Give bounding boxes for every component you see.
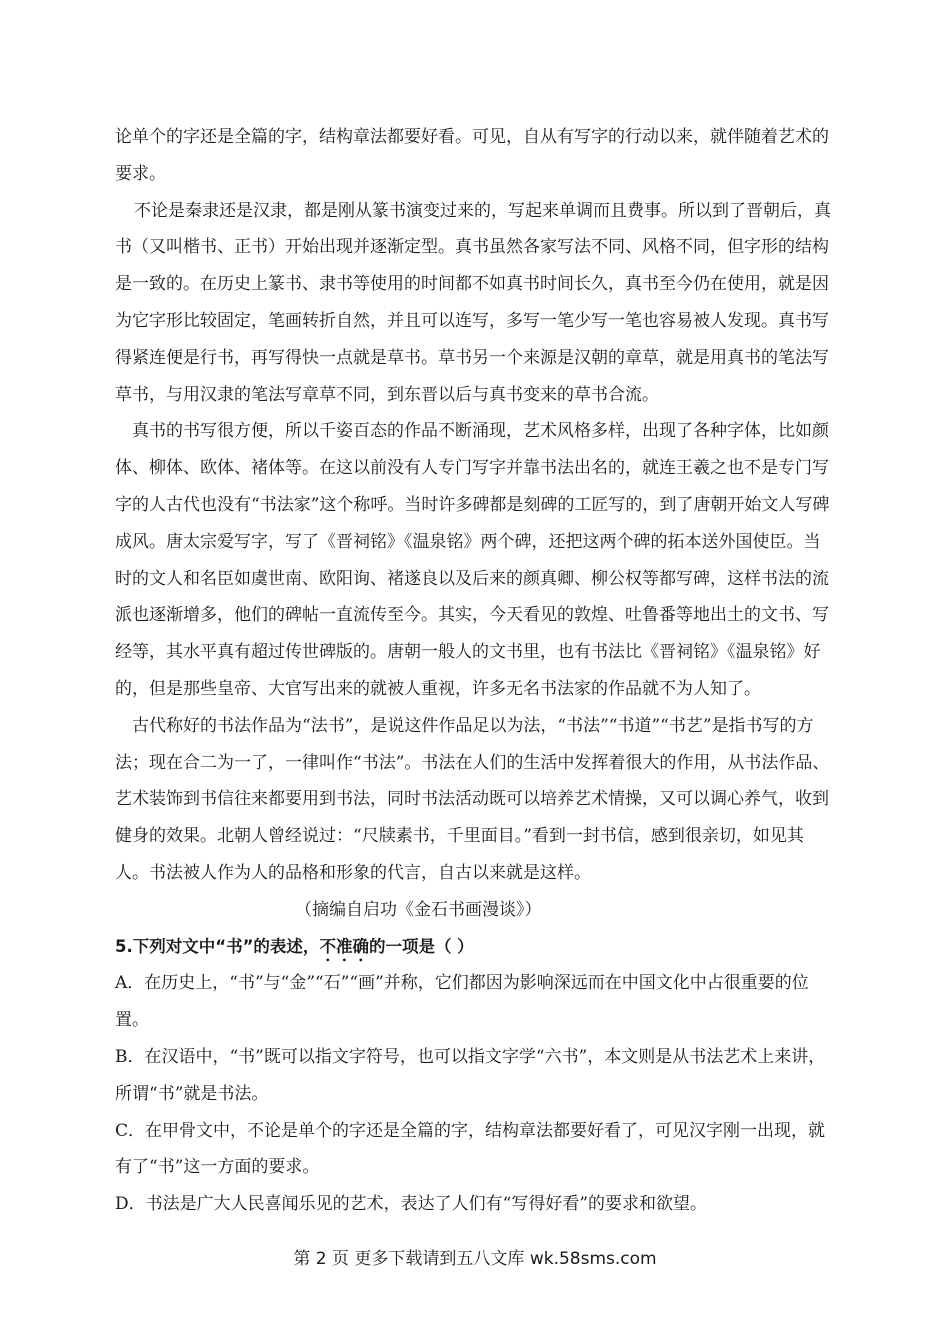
page-footer: 第 2 页 更多下载请到五八文库 wk.58sms.com (293, 1249, 657, 1269)
option-a: A．在历史上，“书”与“金”“石”“画”并称，它们都因为影响深远而在中国文化中占很重要的位置。 (115, 973, 809, 1031)
paragraph-continued: 论单个的字还是全篇的字，结构章法都要好看。可见，自从有写字的行动以来，就伴随着艺术的要求。 (115, 127, 829, 184)
paragraph-tang-calligraphy: 真书的书写很方便，所以千姿百态的作品不断涌现，艺术风格多样，出现了各种字体，比如颜体、柳体、欧体、褚体等。在这以前没有人专门写字并靠书法出名的，就连王羲之也不是专门写字的人古代也没有“书法家”这个称呼。当时许多碑都是刻碑的工匠写的，到了唐朝开始文人写碑成风。唐太宗爱写字，写了《晋祠铭》《温泉铭》两个碑，还把这两个碑的拓本送外国使臣。当时的文人和名臣如虞世南、欧阳询、褚遂良以及后来的颜真卿、柳公权等都写碑，这样书法的流派也逐渐增多，他们的碑帖一直流传至今。其实，今天看见的敦煌、吐鲁番等地出土的文书、写经等，其水平真有超过传世碑版的。唐朝一般人的文书里，也有书法比《晋祠铭》《温泉铭》好的，但是那些皇帝、大官写出来的就被人重视，许多无名书法家的作品就不为人知了。 (115, 421, 830, 699)
question-stem-emphasis: 不准确 (319, 936, 369, 956)
question-stem (115, 929, 835, 966)
paragraph-zhenshu: 不论是秦隶还是汉隶，都是刚从篆书演变过来的，写起来单调而且费事。所以到了晋朝后，真书（又叫楷书、正书）开始出现并逐渐定型。真书虽然各家写法不同、风格不同，但字形的结构是一致的。在历史上篆书、隶书等使用的时间都不如真书时间长久，真书至今仍在使用，就是因为它字形比较固定，笔画转折自然，并且可以连写，多写一笔少写一笔也容易被人发现。真书写得紧连便是行书，再写得快一点就是草书。草书另一个来源是汉朝的章草，就是用真书的笔法写草书，与用汉隶的笔法写章草不同，到东晋以后与真书变来的草书合流。 (115, 200, 831, 405)
question-stem-before: 5.下列对文中“书”的表述， (115, 936, 320, 956)
option-c: C．在甲骨文中，不论是单个的字还是全篇的字，结构章法都要好看了，可见汉字刚一出现，就有了“书”这一方面的要求。 (115, 1120, 826, 1178)
article-body (115, 119, 835, 1223)
paragraph-fashu: 古代称好的书法作品为“法书”，是说这件作品足以为法，“书法”“书道”“书艺”是指书写的方法；现在合二为一了，一律叫作“书法”。书法在人们的生活中发挥着很大的作用，从书法作品、艺术装饰到书信往来都要用到书法，同时书法活动既可以培养艺术情操，又可以调心养气，收到健身的效果。北朝人曾经说过：“尺牍素书，千里面目。”看到一封书信，感到很亲切，如见其人。书法被人作为人的品格和形象的代言，自古以来就是这样。 (115, 715, 830, 883)
option-d: D．书法是广大人民喜闻乐见的艺术，表达了人们有“写得好看”的要求和欲望。 (115, 1194, 708, 1215)
option-b: B．在汉语中，“书”既可以指文字符号，也可以指文字学“六书”，本文则是从书法艺术上来讲，所谓“书”就是书法。 (115, 1046, 826, 1104)
question-stem-after: 的一项是（ ） (368, 936, 474, 956)
article-source: （摘编自启功《金石书画漫谈》） (295, 899, 542, 920)
